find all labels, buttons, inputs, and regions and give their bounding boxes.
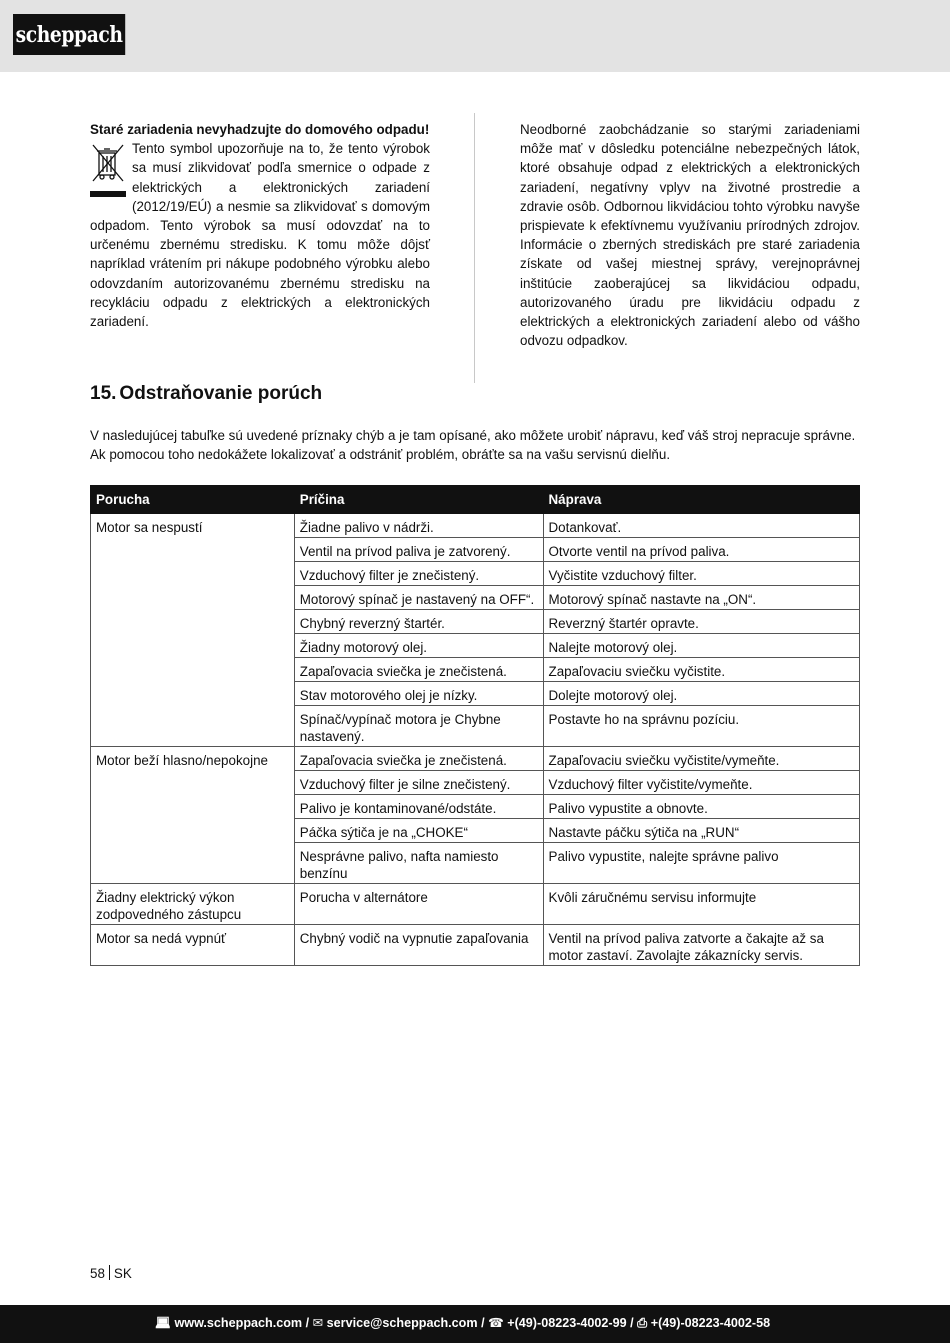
fax-number: +(49)-08223-4002-58 xyxy=(650,1316,771,1330)
cause-cell: Spínač/vypínač motora je Chybne nastavený. xyxy=(294,706,543,747)
crossed-bin-icon xyxy=(90,139,128,209)
remedy-cell: Dotankovať. xyxy=(543,514,859,538)
fault-cell: Motor beží hlasno/nepokojne xyxy=(91,747,295,884)
cause-cell: Vzduchový filter je znečistený. xyxy=(294,562,543,586)
website-link[interactable]: www.scheppach.com xyxy=(174,1316,303,1330)
header-remedy: Náprava xyxy=(543,486,859,514)
remedy-cell: Nalejte motorový olej. xyxy=(543,634,859,658)
table-row xyxy=(91,925,860,966)
table-row xyxy=(91,514,860,538)
fault-cell: Motor sa nespustí xyxy=(91,514,295,747)
cause-cell: Ventil na prívod paliva je zatvorený. xyxy=(294,538,543,562)
disposal-right-text: Neodborné zaobchádzanie so starými zariadeniami môže mať v dôsledku potenciálne nebezpečných látok, ktoré obsahuje odpad z elektrických a elektronických zariadení, negatívny vplyv na životné prostredie a zdravie osôb. Odbornou likvidáciou tohto výrobku navyše prispievate k efektívnemu využívaniu prírodných zdrojov. Informácie o zberných strediskách pre staré zariadenia získate od vašej miestnej správy, verejnoprávnej inštitúcie zaoberajúcej sa likvidáciou odpadu, autorizovaného úradu pre likvidáciu odpadu z elektrických a elektronických zariadení alebo od vášho odvozu odpadkov. xyxy=(520,122,860,349)
remedy-cell: Motorový spínač nastavte na „ON“. xyxy=(543,586,859,610)
cause-cell: Žiadny motorový olej. xyxy=(294,634,543,658)
header-cause: Príčina xyxy=(294,486,543,514)
cause-cell: Páčka sýtiča je na „CHOKE“ xyxy=(294,819,543,843)
page-number: 58 SK xyxy=(90,1266,132,1281)
fault-cell: Motor sa nedá vypnúť xyxy=(91,925,295,966)
disposal-right-column xyxy=(520,120,860,350)
remedy-cell: Postavte ho na správnu pozíciu. xyxy=(543,706,859,747)
fax-icon: ⎙ xyxy=(637,1316,648,1330)
remedy-cell: Zapaľovaciu sviečku vyčistite/vymeňte. xyxy=(543,747,859,771)
remedy-cell: Reverzný štartér opravte. xyxy=(543,610,859,634)
cause-cell: Vzduchový filter je silne znečistený. xyxy=(294,771,543,795)
table-row xyxy=(91,747,860,771)
computer-icon: 💻︎ xyxy=(155,1316,171,1330)
table-body xyxy=(91,514,860,966)
cause-cell: Zapaľovacia sviečka je znečistená. xyxy=(294,658,543,682)
table-header-row xyxy=(91,486,860,514)
remedy-cell: Otvorte ventil na prívod paliva. xyxy=(543,538,859,562)
cause-cell: Nesprávne palivo, nafta namiesto benzínu xyxy=(294,843,543,884)
email-icon: ✉ xyxy=(312,1316,324,1330)
remedy-cell: Palivo vypustite, nalejte správne palivo xyxy=(543,843,859,884)
remedy-cell: Vyčistite vzduchový filter. xyxy=(543,562,859,586)
table-row xyxy=(91,884,860,925)
cause-cell: Žiadne palivo v nádrži. xyxy=(294,514,543,538)
cause-cell: Stav motorového olej je nízky. xyxy=(294,682,543,706)
email-link[interactable]: service@scheppach.com xyxy=(326,1316,478,1330)
cause-cell: Zapaľovacia sviečka je znečistená. xyxy=(294,747,543,771)
remedy-cell: Vzduchový filter vyčistite/vymeňte. xyxy=(543,771,859,795)
fault-cell: Žiadny elektrický výkon zodpovedného zástupcu xyxy=(91,884,295,925)
remedy-cell: Nastavte páčku sýtiča na „RUN“ xyxy=(543,819,859,843)
cause-cell: Chybný reverzný štartér. xyxy=(294,610,543,634)
remedy-cell: Palivo vypustite a obnovte. xyxy=(543,795,859,819)
remedy-cell: Ventil na prívod paliva zatvorte a čakajte až sa motor zastaví. Zavolajte zákaznícky servis. xyxy=(543,925,859,966)
footer-bar: 💻︎ www.scheppach.com / ✉ service@scheppach.com / ☎ +(49)-08223-4002-99 / ⎙ +(49)-08223-4002-58 xyxy=(0,1305,950,1343)
cause-cell: Porucha v alternátore xyxy=(294,884,543,925)
cause-cell: Palivo je kontaminované/odstáte. xyxy=(294,795,543,819)
scheppach-logo: scheppach xyxy=(13,14,125,55)
remedy-cell: Kvôli záručnému servisu informujte xyxy=(543,884,859,925)
remedy-cell: Zapaľovaciu sviečku vyčistite. xyxy=(543,658,859,682)
phone-icon: ☎ xyxy=(488,1316,504,1330)
cause-cell: Motorový spínač je nastavený na OFF“. xyxy=(294,586,543,610)
phone-number: +(49)-08223-4002-99 xyxy=(507,1316,627,1330)
remedy-cell: Dolejte motorový olej. xyxy=(543,682,859,706)
disposal-left-column xyxy=(90,120,430,331)
header-fault: Porucha xyxy=(91,486,295,514)
disposal-left-text: Tento symbol upozorňuje na to, že tento výrobok sa musí zlikvidovať podľa smernice o odpade z elektrických a elektronických zariadení (2012/19/EÚ) a nesmie sa zlikvidovať s domovým odpadom. Tento výrobok sa musí odovzdať na to určenému zbernému stredisku. K tomu môže dôjsť napríklad vrátením pri nákupe podobného výrobku alebo odovzdaním autorizovanému zbernému stredisku na recykláciu odpadu z elektrických a elektronických zariadení. xyxy=(90,141,430,330)
column-divider xyxy=(474,113,475,383)
cause-cell: Chybný vodič na vypnutie zapaľovania xyxy=(294,925,543,966)
section-heading: 15. Odstraňovanie porúch xyxy=(90,383,323,404)
troubleshooting-table xyxy=(90,485,860,966)
section-intro: V nasledujúcej tabuľke sú uvedené príznaky chýb a je tam opísané, ako môžete urobiť nápravu, keď váš stroj nepracuje správne. Ak pomocou toho nedokážete lokalizovať a odstrániť problém, obráťte sa na vašu servisnú dielňu. xyxy=(90,428,856,463)
disposal-title: Staré zariadenia nevyhadzujte do domového odpadu! xyxy=(90,122,430,137)
header-bar xyxy=(0,0,950,72)
